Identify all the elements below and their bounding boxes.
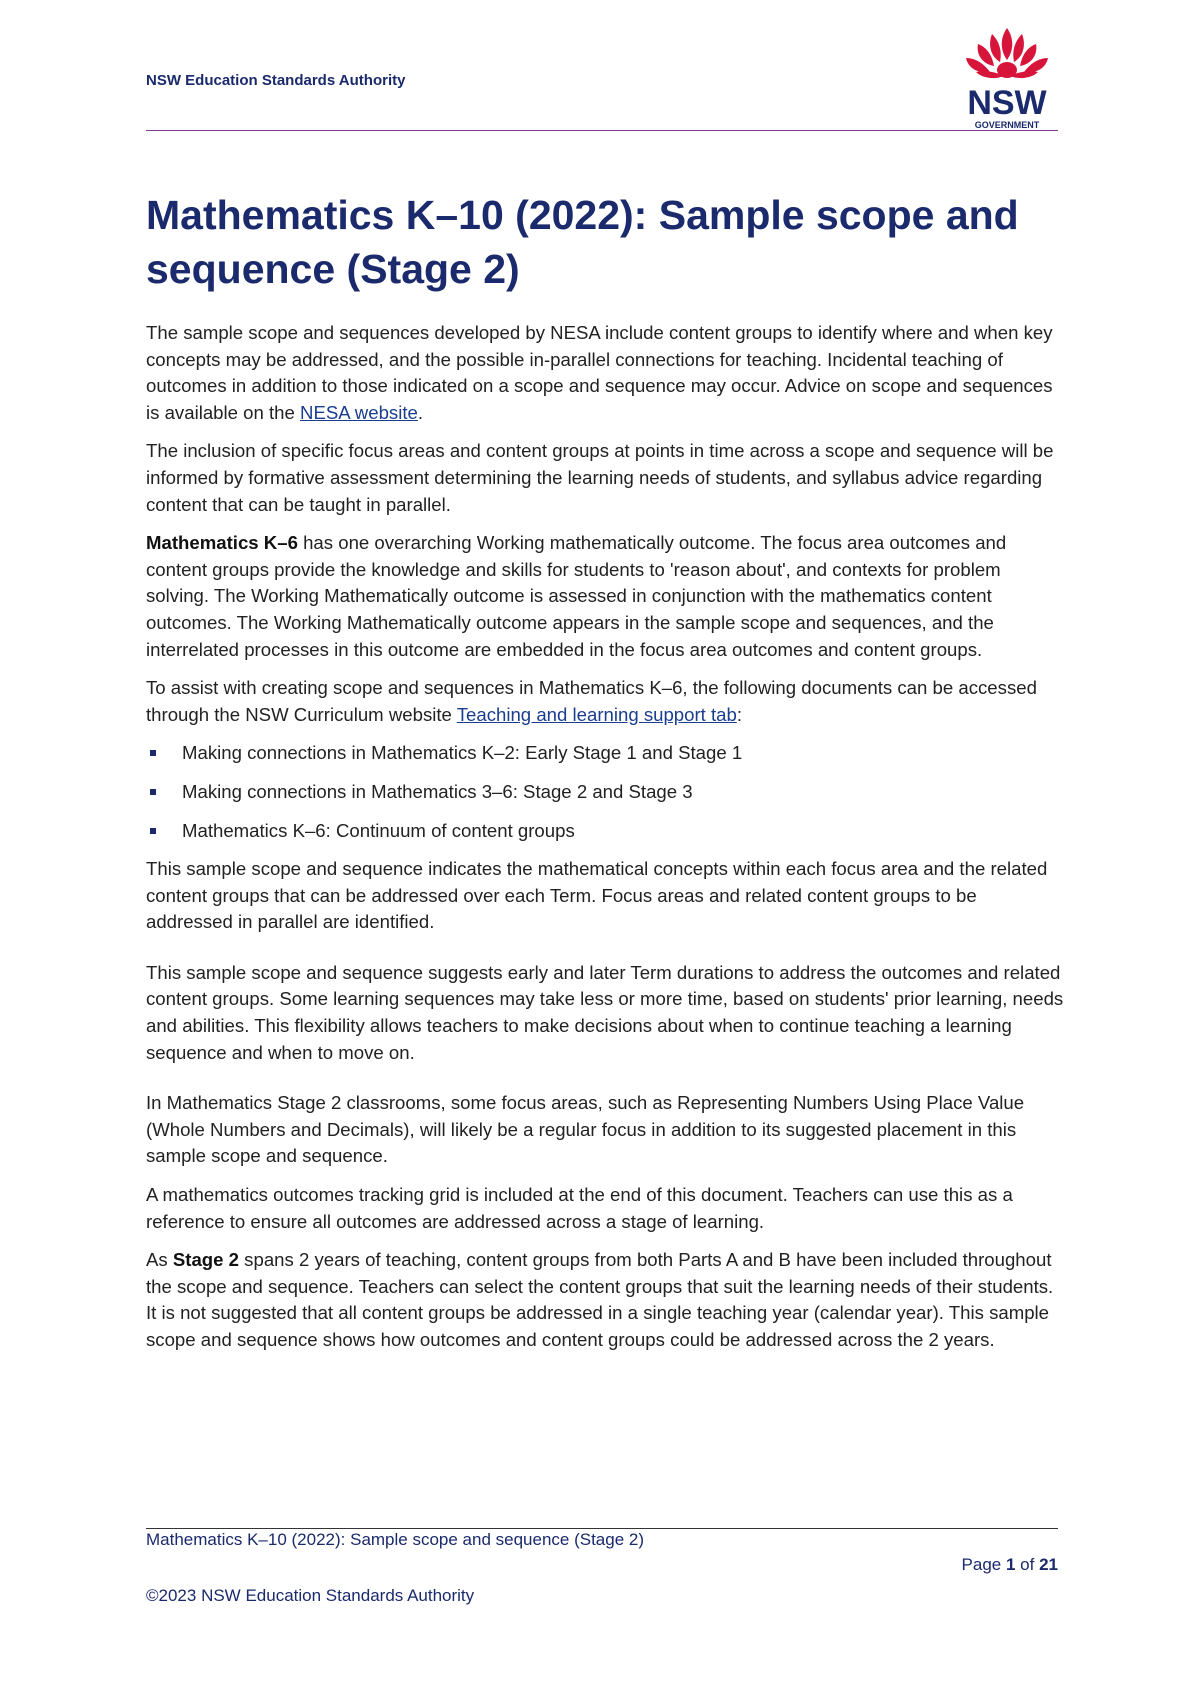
tracking-grid-paragraph: A mathematics outcomes tracking grid is included at the end of this document. Teachers can use this as a reference to ensure all outcomes are addressed across a stage of learning. — [146, 1184, 1013, 1232]
document-body — [146, 320, 1066, 1366]
documents-list — [146, 740, 1066, 844]
list-item: Making connections in Mathematics 3–6: Stage 2 and Stage 3 — [146, 779, 1066, 806]
footer-document-title: Mathematics K–10 (2022): Sample scope and sequence (Stage 2) — [146, 1530, 645, 1549]
intro-paragraph: The sample scope and sequences developed by NESA include content groups to identify where and when key concepts may be addressed, and the possible in-parallel connections for teaching. Incidental teaching of outcomes in addition to those indicated on a scope and sequence may occur. Advice on scope and sequences is available on the NESA website. — [146, 322, 1053, 423]
footer-copyright: ©2023 NSW Education Standards Authority — [146, 1586, 475, 1605]
logo-text: NSW — [967, 84, 1047, 122]
documents-intro-paragraph: To assist with creating scope and sequences in Mathematics K–6, the following documents can be accessed through the NSW Curriculum website Teaching and learning support tab: — [146, 677, 1037, 725]
nesa-website-link[interactable]: NESA website — [300, 401, 418, 423]
nsw-government-logo — [952, 24, 1062, 134]
page-title: Mathematics K–10 (2022): Sample scope and sequence (Stage 2) — [146, 192, 1019, 292]
logo-subtext: GOVERNMENT — [974, 120, 1040, 130]
footer-divider — [146, 1528, 1058, 1529]
page-number: Page 1 of 21 — [961, 1555, 1058, 1574]
stage2-classrooms-paragraph: In Mathematics Stage 2 classrooms, some focus areas, such as Representing Numbers Using Place Value (Whole Numbers and Decimals), will likely be a regular focus in addition to its suggested placement in this sample scope and sequence. — [146, 1092, 1025, 1167]
list-item: Mathematics K–6: Continuum of content groups — [146, 818, 1066, 845]
focus-areas-paragraph: The inclusion of specific focus areas and content groups at points in time across a scope and sequence will be informed by formative assessment determining the learning needs of students, and syllabus advice regarding content that can be taught in parallel. — [146, 440, 1054, 515]
stage2-span-paragraph: As Stage 2 spans 2 years of teaching, content groups from both Parts A and B have been included throughout the scope and sequence. Teachers can select the content groups that suit the learning needs of their students. It is not suggested that all content groups be addressed in a single teaching year (calendar year). This sample scope and sequence shows how outcomes and content groups could be addressed across the 2 years. — [146, 1249, 1054, 1350]
concepts-paragraph: This sample scope and sequence indicates the mathematical concepts within each focus area and the related content groups that can be addressed over each Term. Focus areas and related content groups to be addressed in parallel are identified. — [146, 858, 1048, 933]
list-item: Making connections in Mathematics K–2: Early Stage 1 and Stage 1 — [146, 740, 1066, 767]
teaching-support-tab-link[interactable]: Teaching and learning support tab — [456, 703, 737, 725]
working-mathematically-paragraph: Mathematics K–6 has one overarching Working mathematically outcome. The focus area outcomes and content groups provide the knowledge and skills for students to 'reason about', and contexts for problem solving. The Working Mathematically outcome is assessed in conjunction with the mathematics content outcomes. The Working Mathematically outcome appears in the sample scope and sequences, and the interrelated processes in this outcome are embedded in the focus area outcomes and content groups. — [146, 532, 1007, 660]
header-divider — [146, 130, 1058, 131]
term-durations-paragraph: This sample scope and sequence suggests early and later Term durations to address the outcomes and related content groups. Some learning sequences may take less or more time, based on students' prior learning, needs and abilities. This flexibility allows teachers to make decisions about when to continue teaching a learning sequence and when to move on. — [146, 961, 1064, 1063]
header-org-name: NSW Education Standards Authority — [146, 72, 406, 89]
